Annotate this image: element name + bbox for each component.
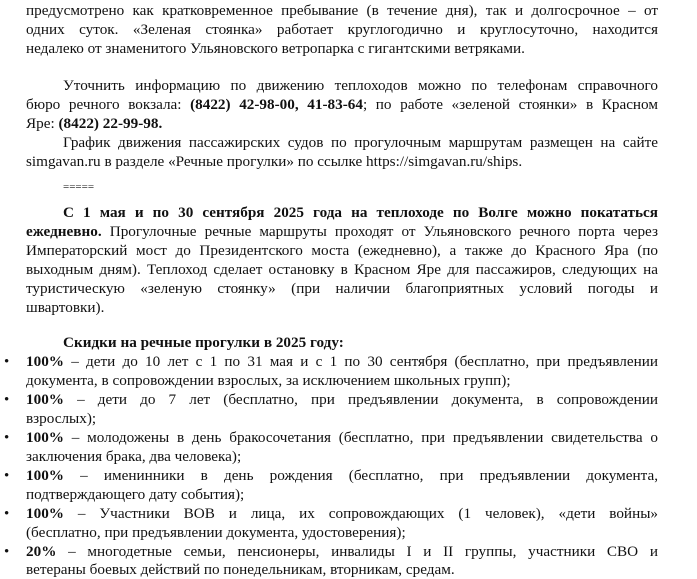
discount-item-4-line1 — [26, 467, 658, 485]
para3-line6: швартовки). — [26, 299, 105, 316]
discount-item-6-line1 — [26, 543, 658, 561]
para2-line1: Уточнить информацию по движению теплоходов можно по телефонам справочного — [63, 77, 658, 94]
para1-line2: одних суток. «Зеленая стоянка» работает круглогодично и круглосуточно, находится — [26, 21, 658, 38]
phone-green-stop: (8422) 22-99-98. — [58, 115, 163, 132]
para2-line2-text-b: ; по работе «зеленой стоянки» в Красном — [362, 96, 658, 113]
discounts-heading: Скидки на речные прогулки в 2025 году: — [63, 334, 344, 351]
bullet-icon: • — [4, 468, 10, 484]
para3-line3: Императорский мост до Президентского моста (ежедневно), а также до Красного Яра (по — [26, 242, 658, 259]
para1-line1: предусмотрено как кратковременное пребывание (в течение дня), так и долгосрочное – от — [26, 2, 658, 19]
discount-text: – именинники в день рождения (бесплатно, при предъявлении документа, — [63, 467, 658, 484]
discount-text: – молодожены в день бракосочетания (бесплатно, при предъявлении свидетельства о — [63, 429, 658, 446]
para2-line5: simgavan.ru в разделе «Речные прогулки» по ссылке https://simgavan.ru/ships. — [26, 153, 523, 170]
para3-daily: ежедневно. — [26, 223, 102, 240]
para3-line2 — [26, 223, 658, 241]
discount-pct: 100% — [26, 353, 64, 370]
discount-item-3-line1 — [26, 429, 658, 447]
discount-text: – Участники ВОВ и лица, их сопровождающих (1 человек), «дети войны» — [63, 505, 658, 522]
para2-line2-text-a: бюро речного вокзала: — [26, 96, 191, 113]
para3-line5: туристическую «зеленую стоянку» (при наличии благоприятных условий погоды и — [26, 280, 658, 297]
discount-pct: 100% — [26, 505, 64, 522]
discount-item-1-line1 — [26, 353, 658, 371]
para3-line2-text: Прогулочные речные маршруты проходят от Ульяновского речного порта через — [101, 223, 658, 240]
discount-item-3-line2: заключения брака, два человека); — [26, 448, 242, 465]
bullet-icon: • — [4, 506, 10, 522]
discount-pct: 20% — [26, 543, 57, 560]
bullet-icon: • — [4, 544, 10, 560]
para2-line3-text: Яре: — [26, 115, 59, 132]
bullet-icon: • — [4, 392, 10, 408]
discount-pct: 100% — [26, 429, 64, 446]
discount-item-5-line1 — [26, 505, 658, 523]
para1-line3: недалеко от знаменитого Ульяновского ветропарка с гигантскими ветряками. — [26, 40, 525, 57]
discount-text: – многодетные семьи, пенсионеры, инвалиды I и II группы, участники СВО и — [56, 543, 658, 560]
discount-pct: 100% — [26, 391, 64, 408]
discount-item-1-line2: документа, в сопровождении взрослых, за исключением школьных групп); — [26, 372, 511, 389]
para3-line1: С 1 мая и по 30 сентября 2025 года на теплоходе по Волге можно покататься — [63, 204, 658, 221]
para2-line4: График движения пассажирских судов по прогулочным маршрутам размещен на сайте — [63, 134, 658, 151]
bullet-icon: • — [4, 354, 10, 370]
para2-line3 — [26, 115, 162, 133]
discount-text: – дети до 7 лет (бесплатно, при предъявлении документа, в сопровождении — [63, 391, 658, 408]
bullet-icon: • — [4, 430, 10, 446]
para3-line4: выходным дням). Теплоход сделает остановку в Красном Яре для пассажиров, следующих на — [26, 261, 658, 278]
para2-line2 — [26, 96, 658, 114]
discount-text: – дети до 10 лет с 1 по 31 мая и с 1 по 30 сентября (бесплатно, при предъявлении — [63, 353, 658, 370]
discount-pct: 100% — [26, 467, 64, 484]
discount-item-5-line2: (бесплатно, при предъявлении документа, удостоверения); — [26, 524, 406, 541]
discount-item-2-line2: взрослых); — [26, 410, 97, 427]
discount-item-2-line1 — [26, 391, 658, 409]
discount-item-4-line2: подтверждающего дату события); — [26, 486, 245, 503]
discount-item-6-line2: ветераны боевых действий по понедельникам, вторникам, средам. — [26, 561, 455, 578]
separator: ===== — [63, 181, 95, 193]
phone-river-station: (8422) 42-98-00, 41-83-64 — [190, 96, 363, 113]
